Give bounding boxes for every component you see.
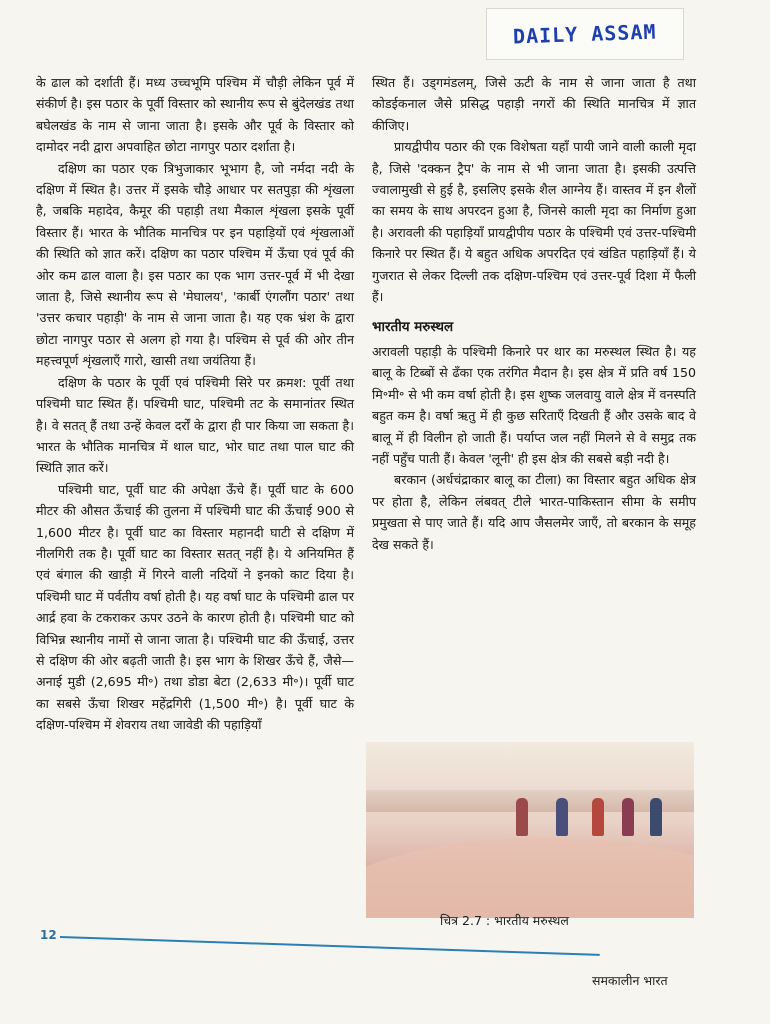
photo-figure (516, 798, 528, 836)
left-column (36, 72, 354, 736)
right-paragraph-2: प्रायद्वीपीय पठार की एक विशेषता यहाँ पायी जाने वाली काली मृदा है, जिसे 'दक्कन ट्रैप' के नाम से भी जाना जाता है। इसकी उत्पत्ति ज्वालामुखी से हुई है, इसलिए इसके शैल आग्नेय हैं। वास्तव में इन शैलों का समय के साथ अपरदन हुआ है, जिनसे काली मृदा का निर्माण हुआ है। अरावली की पहाड़ियाँ प्रायद्वीपीय पठार के पश्चिमी एवं उत्तर-पश्चिमी किनारे पर स्थित हैं। ये बहुत अधिक अपरदित एवं खंडित पहाड़ियाँ हैं। ये गुजरात से लेकर दिल्ली तक दक्षिण-पश्चिम एवं उत्तर-पूर्व दिशा में फैली हैं। (372, 139, 696, 305)
desert-photo (366, 742, 694, 918)
left-paragraph-2: दक्षिण का पठार एक त्रिभुजाकार भूभाग है, जो नर्मदा नदी के दक्षिण में स्थित है। उत्तर में इसके चौड़े आधार पर सतपुड़ा की शृंखला है, जबकि महादेव, कैमूर की पहाड़ी तथा मैकाल शृंखला इसके पूर्वी विस्तार हैं। भारत के भौतिक मानचित्र पर इन पहाड़ियों एवं शृंखलाओं की स्थिति को ज्ञात करें। दक्षिण का पठार पश्चिम में ऊँचा एवं पूर्व की ओर कम ढाल वाला है। इस पठार का एक भाग उत्तर-पूर्व में भी देखा जाता है, जिसे स्थानीय रूप से 'मेघालय', 'कार्बी एंगलौंग पठार' तथा 'उत्तर कचार पहाड़ी' के नाम से जाना जाता है। यह एक भ्रंश के द्वारा छोटा नागपुर पठार से अलग हो गया है। पश्चिम से पूर्व की ओर तीन महत्त्वपूर्ण शृंखलाएँ गारो, खासी तथा जयंतिया हैं। (36, 160, 354, 369)
footer-rule (60, 936, 600, 956)
photo-figure (650, 798, 662, 836)
figure-caption: चित्र 2.7 : भारतीय मरुस्थल (440, 913, 569, 928)
left-paragraph-1: के ढाल को दर्शाती हैं। मध्य उच्चभूमि पश्चिम में चौड़ी लेकिन पूर्व में संकीर्ण है। इस पठार के पूर्वी विस्तार को स्थानीय रूप से बुंदेलखंड तथा बघेलखंड के नाम से जाना जाता है। इसके और पूर्व के विस्तार को दामोदर नदी द्वारा अपवाहित छोटा नागपुर पठार दर्शाता है। (36, 75, 354, 155)
right-column (372, 72, 696, 555)
photo-figure (622, 798, 634, 836)
section-heading: भारतीय मरुस्थल (372, 319, 454, 336)
photo-figure (556, 798, 568, 836)
page-number: 12 (40, 928, 57, 942)
photo-horizon (366, 790, 694, 812)
daily-assam-stamp (486, 8, 684, 60)
left-paragraph-3: दक्षिण के पठार के पूर्वी एवं पश्चिमी सिरे पर क्रमश: पूर्वी तथा पश्चिमी घाट स्थित हैं। पश्चिमी घाट, पश्चिमी तट के समानांतर स्थित है। वे सतत् हैं तथा उन्हें केवल दर्रों के द्वारा ही पार किया जा सकता है। भारत के भौतिक मानचित्र में थाल घाट, भोर घाट तथा पाल घाट की स्थिति ज्ञात करें। (36, 374, 354, 476)
right-paragraph-1: स्थित हैं। उड्गमंडलम्, जिसे ऊटी के नाम से जाना जाता है तथा कोडईकनाल जैसे प्रसिद्ध पहाड़ी नगरों की स्थिति मानचित्र में ज्ञात कीजिए। (372, 75, 696, 133)
right-paragraph-4: बरकान (अर्धचंद्राकार बालू का टीला) का विस्तार बहुत अधिक क्षेत्र पर होता है, लेकिन लंबवत् टीले भारत-पाकिस्तान सीमा के समीप प्रमुखता से पाए जाते हैं। यदि आप जैसलमेर जाएँ, तो बरकान के समूह देख सकते हैं। (372, 472, 696, 552)
left-paragraph-4: पश्चिमी घाट, पूर्वी घाट की अपेक्षा ऊँचे हैं। पूर्वी घाट के 600 मीटर की औसत ऊँचाई की तुलना में पश्चिमी घाट की ऊँचाई 900 से 1,600 मीटर है। पूर्वी घाट का विस्तार महानदी घाटी से दक्षिण में नीलगिरी तक है। पूर्वी घाट का विस्तार सतत् नहीं है। ये अनियमित हैं एवं बंगाल की खाड़ी में गिरने वाली नदियों ने इनको काट दिया है। पश्चिमी घाट में पर्वतीय वर्षा होती है। यह वर्षा घाट के पश्चिमी ढाल पर आर्द्र हवा के टकराकर ऊपर उठने के कारण होती है। पश्चिमी घाट को विभिन्न स्थानीय नामों से जाना जाता है। पश्चिमी घाट की ऊँचाई, उत्तर से दक्षिण की ओर बढ़ती जाती है। इस भाग के शिखर ऊँचे हैं, जैसे— अनाई मुडी (2,695 मी॰) तथा डोडा बेटा (2,633 मी॰)। पूर्वी घाट का सबसे ऊँचा शिखर महेंद्रगिरी (1,500 मी॰) है। पूर्वी घाट के दक्षिण-पश्चिम में शेवराय तथा जावेडी की पहाड़ियाँ (36, 481, 354, 733)
photo-dune (366, 838, 694, 918)
photo-figure (592, 798, 604, 836)
footer-title: समकालीन भारत (592, 973, 668, 988)
stamp-text: DAILY ASSAM (512, 19, 658, 49)
right-paragraph-3: अरावली पहाड़ी के पश्चिमी किनारे पर थार का मरुस्थल स्थित है। यह बालू के टिब्बों से ढँका एक तरंगित मैदान है। इस क्षेत्र में प्रति वर्ष 150 मि॰मी॰ से भी कम वर्षा होती है। इस शुष्क जलवायु वाले क्षेत्र में वनस्पति बहुत कम है। वर्षा ऋतु में ही कुछ सरिताएँ दिखती हैं और उसके बाद वे बालू में ही विलीन हो जाती हैं। पर्याप्त जल नहीं मिलने से वे समुद्र तक नहीं पहुँच पाती हैं। केवल 'लूनी' ही इस क्षेत्र की सबसे बड़ी नदी है। (372, 343, 696, 466)
